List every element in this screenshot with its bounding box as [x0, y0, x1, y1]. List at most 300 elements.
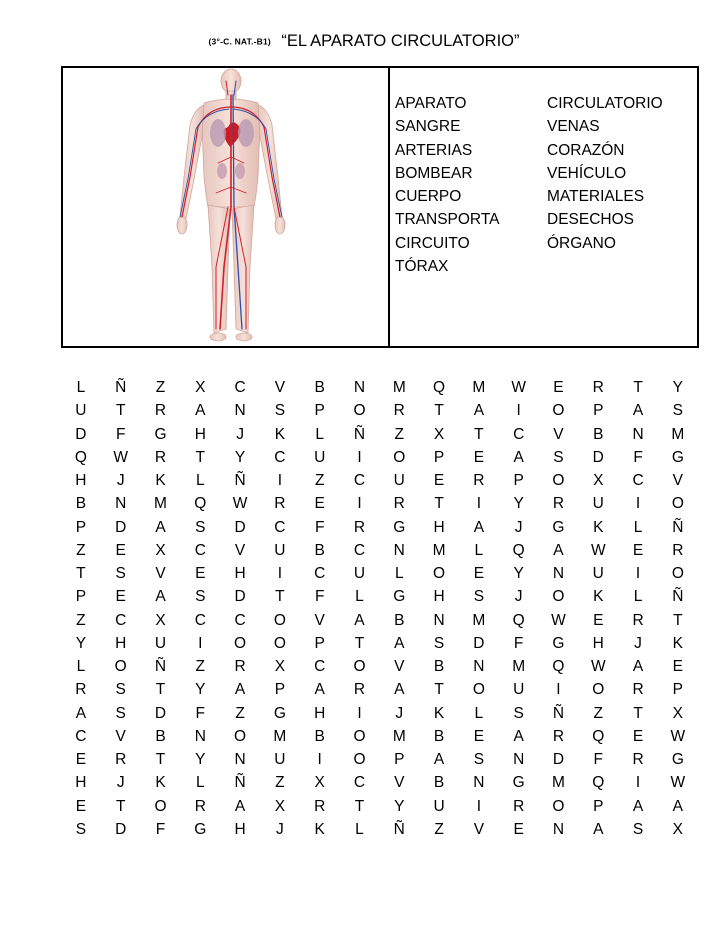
grid-cell[interactable]: O	[671, 495, 684, 513]
grid-cell[interactable]: U	[314, 448, 326, 466]
grid-cell[interactable]: C	[234, 611, 246, 629]
grid-cell[interactable]: T	[434, 495, 444, 513]
grid-cell[interactable]: A	[672, 797, 684, 815]
grid-cell[interactable]: V	[314, 611, 325, 629]
grid-cell[interactable]: U	[353, 565, 366, 582]
grid-cell[interactable]: X	[195, 379, 206, 396]
grid-cell[interactable]: N	[353, 379, 366, 396]
grid-cell[interactable]: Q	[74, 448, 87, 466]
grid-cell[interactable]: T	[434, 681, 444, 699]
grid-cell[interactable]: G	[671, 448, 684, 466]
grid-cell[interactable]: I	[357, 448, 362, 466]
grid-cell[interactable]: T	[633, 379, 643, 396]
grid-cell[interactable]: D	[234, 588, 246, 606]
grid-cell[interactable]: G	[512, 774, 525, 792]
grid-cell[interactable]: C	[353, 541, 366, 559]
grid-cell[interactable]: A	[433, 751, 445, 768]
grid-cell[interactable]: C	[513, 425, 525, 443]
grid-cell[interactable]: E	[314, 495, 325, 513]
grid-cell[interactable]: C	[194, 611, 206, 629]
grid-cell[interactable]: T	[354, 634, 365, 652]
grid-cell[interactable]: M	[432, 541, 446, 559]
grid-cell[interactable]: Q	[592, 774, 605, 792]
grid-cell[interactable]: B	[593, 425, 604, 443]
grid-cell[interactable]: R	[552, 495, 565, 513]
grid-cell[interactable]: W	[232, 495, 248, 513]
grid-cell[interactable]: V	[234, 541, 246, 559]
grid-cell[interactable]: A	[553, 541, 564, 559]
grid-cell[interactable]: Q	[433, 379, 446, 396]
grid-cell[interactable]: N	[552, 565, 565, 582]
grid-cell[interactable]: V	[155, 565, 166, 582]
grid-cell[interactable]: Z	[235, 704, 245, 722]
grid-cell[interactable]: H	[75, 472, 87, 489]
grid-cell[interactable]: V	[394, 658, 405, 675]
grid-cell[interactable]: O	[552, 402, 565, 420]
grid-cell[interactable]: Ñ	[552, 704, 565, 722]
grid-cell[interactable]: F	[513, 634, 524, 652]
grid-cell[interactable]: N	[234, 402, 246, 420]
grid-cell[interactable]: Q	[194, 495, 207, 513]
grid-cell[interactable]: T	[434, 402, 444, 420]
grid-cell[interactable]: R	[473, 472, 485, 489]
grid-cell[interactable]: C	[632, 472, 644, 489]
grid-cell[interactable]: E	[632, 727, 644, 745]
grid-cell[interactable]: X	[672, 820, 684, 838]
grid-cell[interactable]: R	[234, 658, 246, 675]
grid-cell[interactable]: O	[234, 727, 247, 745]
grid-cell[interactable]: N	[513, 751, 525, 768]
grid-cell[interactable]: G	[194, 820, 207, 838]
grid-cell[interactable]: R	[353, 681, 366, 699]
grid-cell[interactable]: I	[357, 495, 362, 513]
grid-cell[interactable]: S	[473, 588, 485, 606]
grid-cell[interactable]: A	[234, 797, 246, 815]
grid-cell[interactable]: F	[593, 751, 603, 768]
grid-cell[interactable]: T	[275, 588, 285, 606]
grid-cell[interactable]: R	[672, 541, 684, 559]
grid-cell[interactable]: E	[195, 565, 206, 582]
grid-cell[interactable]: L	[315, 425, 324, 443]
grid-cell[interactable]: W	[590, 658, 606, 675]
grid-cell[interactable]: O	[552, 472, 565, 489]
grid-cell[interactable]: N	[234, 751, 246, 768]
grid-cell[interactable]: S	[274, 402, 286, 420]
grid-cell[interactable]: Z	[76, 611, 86, 629]
grid-cell[interactable]: O	[552, 797, 565, 815]
grid-cell[interactable]: D	[75, 425, 87, 443]
grid-cell[interactable]: N	[473, 774, 485, 792]
grid-cell[interactable]: V	[672, 472, 684, 489]
grid-cell[interactable]: A	[513, 727, 524, 745]
grid-cell[interactable]: L	[633, 518, 643, 536]
grid-cell[interactable]: R	[314, 797, 326, 815]
grid-cell[interactable]: O	[353, 658, 366, 675]
grid-cell[interactable]: E	[473, 448, 485, 466]
grid-cell[interactable]: J	[236, 425, 244, 443]
grid-cell[interactable]: Ñ	[672, 588, 684, 606]
grid-cell[interactable]: L	[394, 565, 404, 582]
grid-cell[interactable]: R	[393, 402, 405, 420]
grid-cell[interactable]: A	[155, 588, 166, 606]
grid-cell[interactable]: U	[154, 634, 167, 652]
grid-cell[interactable]: R	[632, 611, 644, 629]
grid-cell[interactable]: Z	[275, 774, 285, 792]
grid-cell[interactable]: M	[392, 379, 406, 396]
grid-cell[interactable]: N	[632, 425, 644, 443]
grid-cell[interactable]: U	[592, 495, 604, 513]
grid-cell[interactable]: W	[551, 611, 566, 629]
grid-cell[interactable]: B	[314, 727, 325, 745]
grid-cell[interactable]: X	[672, 704, 684, 722]
grid-cell[interactable]: Y	[195, 751, 206, 768]
grid-cell[interactable]: X	[155, 541, 166, 559]
grid-cell[interactable]: M	[472, 379, 486, 396]
grid-cell[interactable]: L	[195, 472, 205, 489]
grid-cell[interactable]: R	[393, 495, 405, 513]
grid-cell[interactable]: I	[277, 472, 283, 489]
grid-cell[interactable]: A	[632, 402, 644, 420]
grid-cell[interactable]: R	[353, 518, 366, 536]
grid-cell[interactable]: K	[314, 820, 325, 838]
grid-cell[interactable]: C	[194, 541, 206, 559]
grid-cell[interactable]: U	[393, 472, 405, 489]
grid-cell[interactable]: T	[474, 425, 484, 443]
grid-cell[interactable]: M	[273, 727, 287, 745]
grid-cell[interactable]: N	[552, 820, 565, 838]
grid-cell[interactable]: V	[274, 379, 286, 396]
grid-cell[interactable]: B	[433, 774, 445, 792]
grid-cell[interactable]: L	[195, 774, 205, 792]
grid-cell[interactable]: J	[514, 588, 523, 606]
grid-cell[interactable]: O	[472, 681, 485, 699]
grid-cell[interactable]: X	[593, 472, 604, 489]
grid-cell[interactable]: V	[553, 425, 564, 443]
grid-cell[interactable]: T	[195, 448, 206, 466]
grid-cell[interactable]: Q	[512, 611, 525, 629]
grid-cell[interactable]: S	[433, 634, 445, 652]
grid-cell[interactable]: R	[115, 751, 127, 768]
grid-cell[interactable]: D	[592, 448, 604, 466]
grid-cell[interactable]: R	[632, 681, 644, 699]
grid-cell[interactable]: S	[553, 448, 564, 466]
grid-cell[interactable]: P	[314, 402, 325, 420]
grid-cell[interactable]: A	[394, 681, 405, 699]
grid-cell[interactable]: H	[194, 425, 206, 443]
grid-cell[interactable]: R	[75, 681, 87, 699]
grid-cell[interactable]: T	[115, 797, 126, 815]
grid-cell[interactable]: D	[115, 820, 127, 838]
grid-cell[interactable]: N	[433, 611, 445, 629]
grid-cell[interactable]: X	[155, 611, 166, 629]
grid-cell[interactable]: L	[474, 541, 484, 559]
grid-cell[interactable]: F	[314, 518, 325, 536]
grid-cell[interactable]: Z	[434, 820, 444, 838]
grid-cell[interactable]: E	[473, 727, 485, 745]
grid-cell[interactable]: L	[355, 588, 364, 606]
grid-cell[interactable]: M	[671, 425, 685, 443]
grid-cell[interactable]: Y	[672, 379, 684, 396]
grid-cell[interactable]: I	[635, 565, 641, 582]
grid-cell[interactable]: O	[552, 588, 565, 606]
grid-cell[interactable]: I	[476, 495, 482, 513]
grid-cell[interactable]: E	[672, 658, 684, 675]
grid-cell[interactable]: O	[353, 727, 366, 745]
grid-cell[interactable]: Y	[75, 634, 87, 652]
grid-cell[interactable]: B	[433, 727, 445, 745]
grid-cell[interactable]: L	[474, 704, 484, 722]
grid-cell[interactable]: S	[513, 704, 524, 722]
grid-cell[interactable]: S	[195, 518, 206, 536]
grid-cell[interactable]: Z	[155, 379, 166, 396]
grid-cell[interactable]: Ñ	[234, 774, 246, 792]
grid-cell[interactable]: D	[154, 704, 167, 722]
grid-cell[interactable]: B	[314, 541, 325, 559]
grid-cell[interactable]: G	[393, 588, 406, 606]
grid-cell[interactable]: P	[314, 634, 325, 652]
grid-cell[interactable]: R	[154, 448, 167, 466]
grid-cell[interactable]: E	[115, 588, 126, 606]
grid-cell[interactable]: G	[552, 518, 565, 536]
grid-cell[interactable]: U	[513, 681, 525, 699]
grid-cell[interactable]: J	[116, 472, 125, 489]
grid-cell[interactable]: T	[633, 704, 643, 722]
grid-cell[interactable]: O	[234, 634, 247, 652]
grid-cell[interactable]: Z	[195, 658, 206, 675]
grid-cell[interactable]: R	[274, 495, 286, 513]
grid-cell[interactable]: M	[392, 727, 406, 745]
grid-cell[interactable]: O	[433, 565, 446, 582]
grid-cell[interactable]: H	[234, 565, 246, 582]
grid-cell[interactable]: H	[75, 774, 87, 792]
grid-cell[interactable]: Ñ	[353, 425, 366, 443]
grid-cell[interactable]: I	[198, 634, 203, 652]
grid-cell[interactable]: A	[473, 402, 485, 420]
grid-cell[interactable]: B	[155, 727, 166, 745]
grid-cell[interactable]: M	[154, 495, 167, 513]
grid-cell[interactable]: U	[75, 402, 87, 420]
grid-cell[interactable]: C	[274, 448, 286, 466]
grid-cell[interactable]: Y	[195, 681, 206, 699]
grid-cell[interactable]: O	[273, 634, 286, 652]
grid-cell[interactable]: T	[115, 402, 126, 420]
grid-cell[interactable]: L	[355, 820, 364, 838]
grid-cell[interactable]: U	[433, 797, 445, 815]
grid-cell[interactable]: P	[672, 681, 684, 699]
grid-cell[interactable]: G	[671, 751, 684, 768]
grid-cell[interactable]: F	[115, 425, 126, 443]
grid-cell[interactable]: O	[114, 658, 127, 675]
grid-cell[interactable]: U	[274, 541, 286, 559]
grid-cell[interactable]: H	[433, 518, 445, 536]
grid-cell[interactable]: U	[592, 565, 604, 582]
grid-cell[interactable]: F	[314, 588, 325, 606]
grid-cell[interactable]: Ñ	[154, 658, 167, 675]
grid-cell[interactable]: D	[115, 518, 127, 536]
grid-cell[interactable]: D	[473, 634, 485, 652]
grid-cell[interactable]: A	[314, 681, 325, 699]
grid-cell[interactable]: P	[75, 588, 87, 606]
grid-cell[interactable]: O	[671, 565, 684, 582]
grid-cell[interactable]: E	[632, 541, 644, 559]
grid-cell[interactable]: O	[154, 797, 167, 815]
grid-cell[interactable]: A	[234, 681, 246, 699]
grid-cell[interactable]: A	[394, 634, 405, 652]
grid-cell[interactable]: B	[433, 658, 445, 675]
grid-cell[interactable]: H	[592, 634, 604, 652]
grid-cell[interactable]: Ñ	[672, 518, 684, 536]
grid-cell[interactable]: H	[234, 820, 246, 838]
grid-cell[interactable]: A	[513, 448, 524, 466]
grid-cell[interactable]: D	[552, 751, 565, 768]
grid-cell[interactable]: I	[516, 402, 521, 420]
grid-cell[interactable]: A	[593, 820, 604, 838]
grid-cell[interactable]: F	[633, 448, 643, 466]
grid-cell[interactable]: T	[155, 751, 166, 768]
grid-cell[interactable]: I	[635, 774, 641, 792]
grid-cell[interactable]: Ñ	[393, 820, 405, 838]
grid-cell[interactable]: O	[353, 751, 366, 768]
grid-cell[interactable]: Y	[513, 565, 524, 582]
grid-cell[interactable]: K	[155, 774, 166, 792]
grid-cell[interactable]: Z	[394, 425, 404, 443]
grid-cell[interactable]: A	[632, 658, 644, 675]
grid-cell[interactable]: Z	[314, 472, 325, 489]
grid-cell[interactable]: K	[593, 518, 604, 536]
grid-cell[interactable]: W	[670, 774, 686, 792]
grid-cell[interactable]: K	[593, 588, 604, 606]
grid-cell[interactable]: A	[155, 518, 166, 536]
grid-cell[interactable]: C	[274, 518, 286, 536]
grid-cell[interactable]: X	[274, 797, 286, 815]
grid-cell[interactable]: J	[395, 704, 404, 722]
grid-cell[interactable]: X	[274, 658, 286, 675]
grid-cell[interactable]: S	[672, 402, 684, 420]
grid-cell[interactable]: L	[76, 658, 86, 675]
grid-cell[interactable]: A	[473, 518, 485, 536]
grid-cell[interactable]: R	[632, 751, 644, 768]
grid-cell[interactable]: I	[635, 495, 641, 513]
grid-cell[interactable]: Y	[513, 495, 524, 513]
grid-cell[interactable]: W	[113, 448, 129, 466]
grid-cell[interactable]: E	[115, 541, 126, 559]
grid-cell[interactable]: B	[314, 379, 325, 396]
grid-cell[interactable]: K	[274, 425, 286, 443]
grid-cell[interactable]: G	[552, 634, 565, 652]
grid-cell[interactable]: I	[357, 704, 362, 722]
grid-cell[interactable]: I	[556, 681, 561, 699]
grid-cell[interactable]: H	[314, 704, 326, 722]
grid-cell[interactable]: E	[433, 472, 445, 489]
grid-cell[interactable]: O	[592, 681, 605, 699]
grid-cell[interactable]: T	[76, 565, 86, 582]
grid-cell[interactable]: P	[75, 518, 87, 536]
grid-cell[interactable]: L	[633, 588, 643, 606]
grid-cell[interactable]: K	[155, 472, 166, 489]
grid-cell[interactable]: Q	[552, 658, 565, 675]
grid-cell[interactable]: L	[76, 379, 86, 396]
grid-cell[interactable]: C	[314, 565, 326, 582]
grid-cell[interactable]: C	[115, 611, 127, 629]
grid-cell[interactable]: V	[115, 727, 126, 745]
grid-cell[interactable]: S	[75, 820, 87, 838]
grid-cell[interactable]: X	[314, 774, 325, 792]
grid-cell[interactable]: A	[195, 402, 206, 420]
grid-cell[interactable]: P	[593, 402, 604, 420]
grid-cell[interactable]: N	[194, 727, 206, 745]
grid-cell[interactable]: G	[154, 425, 167, 443]
grid-cell[interactable]: P	[394, 751, 405, 768]
grid-cell[interactable]: Q	[592, 727, 605, 745]
grid-cell[interactable]: H	[433, 588, 445, 606]
grid-cell[interactable]: O	[353, 402, 366, 420]
grid-cell[interactable]: K	[433, 704, 445, 722]
grid-cell[interactable]: T	[354, 797, 365, 815]
grid-cell[interactable]: E	[75, 751, 87, 768]
grid-cell[interactable]: E	[473, 565, 485, 582]
grid-cell[interactable]: C	[353, 472, 366, 489]
grid-cell[interactable]: S	[115, 565, 126, 582]
grid-cell[interactable]: O	[273, 611, 286, 629]
grid-cell[interactable]: M	[472, 611, 486, 629]
grid-cell[interactable]: G	[273, 704, 286, 722]
grid-cell[interactable]: P	[274, 681, 286, 699]
grid-cell[interactable]: Q	[512, 541, 525, 559]
grid-cell[interactable]: E	[75, 797, 87, 815]
grid-cell[interactable]: A	[75, 704, 87, 722]
grid-cell[interactable]: R	[513, 797, 525, 815]
grid-cell[interactable]: R	[154, 402, 167, 420]
grid-cell[interactable]: S	[115, 681, 126, 699]
grid-cell[interactable]: H	[115, 634, 127, 652]
grid-cell[interactable]: Ñ	[234, 472, 246, 489]
grid-cell[interactable]: R	[552, 727, 565, 745]
grid-cell[interactable]: J	[634, 634, 642, 652]
grid-cell[interactable]: P	[433, 448, 445, 466]
grid-cell[interactable]: R	[194, 797, 206, 815]
grid-cell[interactable]: S	[115, 704, 126, 722]
grid-cell[interactable]: P	[593, 797, 604, 815]
grid-cell[interactable]: N	[473, 658, 485, 675]
grid-cell[interactable]: V	[473, 820, 485, 838]
grid-cell[interactable]: W	[590, 541, 606, 559]
grid-cell[interactable]: I	[277, 565, 283, 582]
grid-cell[interactable]: Z	[76, 541, 86, 559]
grid-cell[interactable]: K	[672, 634, 684, 652]
grid-cell[interactable]: C	[75, 727, 87, 745]
grid-cell[interactable]: W	[511, 379, 526, 396]
grid-cell[interactable]: D	[234, 518, 246, 536]
grid-cell[interactable]: M	[552, 774, 565, 792]
grid-cell[interactable]: S	[473, 751, 485, 768]
grid-cell[interactable]: I	[476, 797, 482, 815]
grid-cell[interactable]: I	[317, 751, 322, 768]
grid-cell[interactable]: E	[553, 379, 564, 396]
grid-cell[interactable]: S	[195, 588, 206, 606]
grid-cell[interactable]: V	[394, 774, 405, 792]
grid-cell[interactable]: U	[274, 751, 286, 768]
grid-cell[interactable]: M	[512, 658, 526, 675]
grid-cell[interactable]: J	[116, 774, 125, 792]
grid-cell[interactable]: W	[670, 727, 686, 745]
grid-cell[interactable]: N	[115, 495, 127, 513]
grid-cell[interactable]: C	[314, 658, 326, 675]
grid-cell[interactable]: N	[393, 541, 405, 559]
grid-cell[interactable]: Ñ	[115, 379, 127, 396]
grid-cell[interactable]: A	[354, 611, 365, 629]
grid-cell[interactable]: B	[394, 611, 405, 629]
grid-cell[interactable]: S	[632, 820, 644, 838]
